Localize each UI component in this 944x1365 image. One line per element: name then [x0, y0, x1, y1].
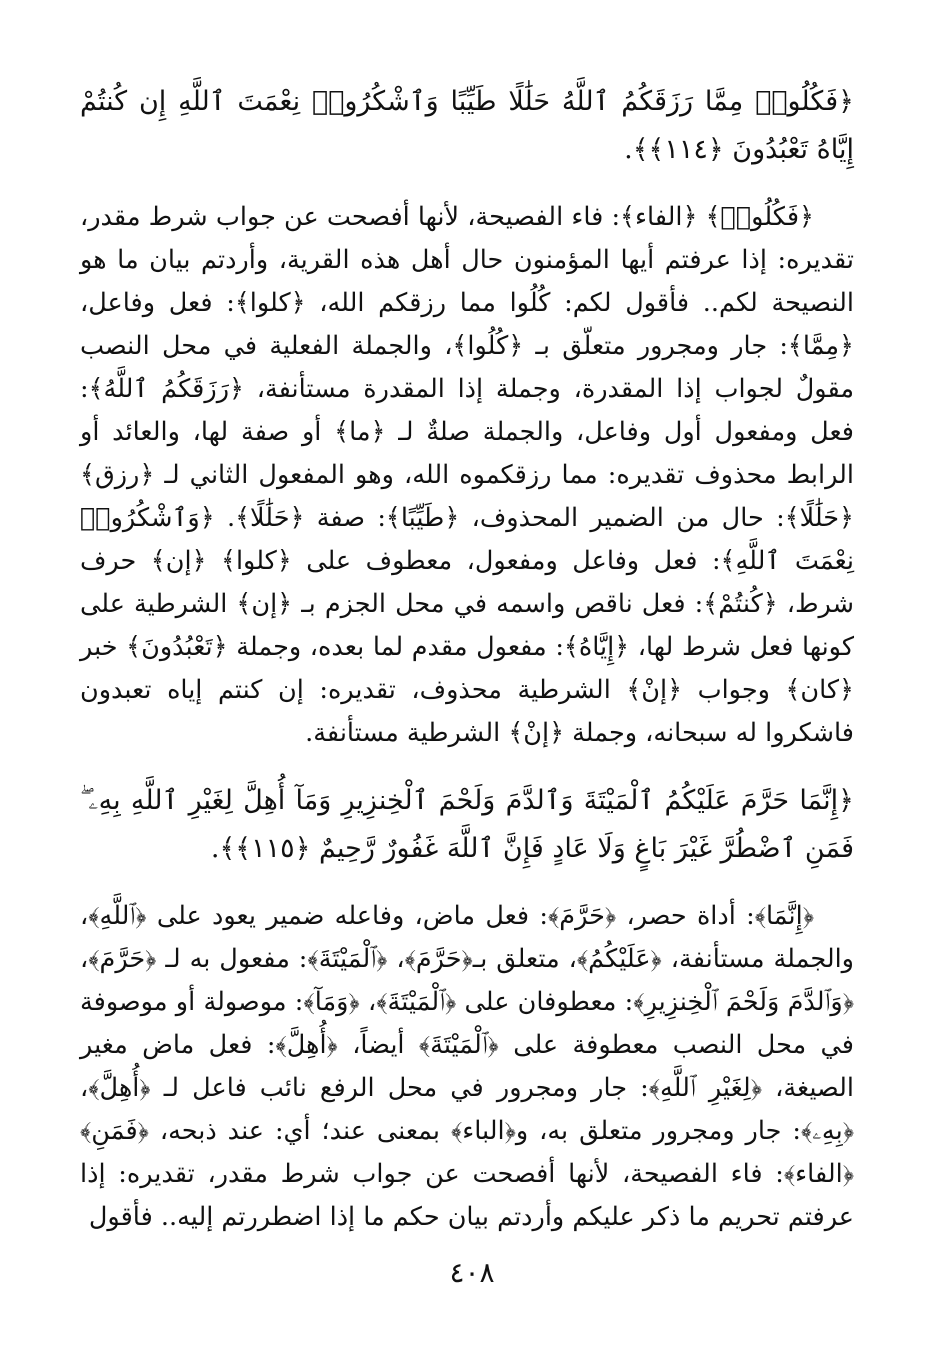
quran-verse-115: ﴿إِنَّمَا حَرَّمَ عَلَيْكُمُ ٱلْمَيْتَةَ وَٱلدَّمَ وَلَحْمَ ٱلْخِنزِيرِ وَمَآ أُهِلَّ لِغَيْرِ ٱللَّهِ بِهِۦ ۖ فَمَنِ ٱضْطُرَّ غَيْرَ بَاغٍ وَلَا عَادٍ فَإِنَّ ٱللَّهَ غَفُورٌ رَّحِيمٌ ﴿١١٥﴾﴾. [80, 785, 854, 864]
commentary-paragraph-verse-114: ﴿فَكُلُوا۟﴾ ﴿الفاء﴾: فاء الفصيحة، لأنها أفصحت عن جواب شرط مقدر، تقديره: إذا عرفتم أيها المؤمنون حال أهل هذه القرية، وأردتم بيان ما هو النصيحة لكم.. فأقول لكم: كُلُوا مما رزقكم الله، ﴿كلوا﴾: فعل وفاعل، ﴿مِمَّا﴾: جار ومجرور متعلّق بـ ﴿كُلُوا﴾، والجملة الفعلية في محل النصب مقولٌ لجواب إذا المقدرة، وجملة إذا المقدرة مستأنفة، ﴿رَزَقَكُمُ ٱللَّهُ﴾: فعل ومفعول أول وفاعل، والجملة صلةٌ لـ ﴿ما﴾ أو صفة لها، والعائد أو الرابط محذوف تقديره: مما رزقكموه الله، وهو المفعول الثاني لـ ﴿رزق﴾ ﴿حَلَٰلًا﴾: حال من الضمير المحذوف، ﴿طَيِّبًا﴾: صفة ﴿حَلَٰلًا﴾. ﴿وَٱشْكُرُوا۟ نِعْمَتَ ٱللَّهِ﴾: فعل وفاعل ومفعول، معطوف على ﴿كلوا﴾ ﴿إن﴾ حرف شرط، ﴿كُنتُمْ﴾: فعل ناقص واسمه في محل الجزم بـ ﴿إن﴾ الشرطية على كونها فعل شرط لها، ﴿إِيَّاهُ﴾: مفعول مقدم لما بعده، وجملة ﴿تَعْبُدُونَ﴾ خبر ﴿كان﴾ وجواب ﴿إنْ﴾ الشرطية محذوف، تقديره: إن كنتم إياه تعبدون فاشكروا له سبحانه، وجملة ﴿إنْ﴾ الشرطية مستأنفة. [80, 202, 854, 748]
page-body [80, 78, 854, 1261]
commentary-paragraph-verse-115: ﴿إِنَّمَا﴾: أداة حصر، ﴿حَرَّمَ﴾: فعل ماض، وفاعله ضمير يعود على ﴿ٱللَّهِ﴾، والجملة مستأنفة، ﴿عَلَيْكُمُ﴾، متعلق بـ﴿حَرَّمَ﴾، ﴿ٱلْمَيْتَةَ﴾: مفعول به لـ ﴿حَرَّمَ﴾، ﴿وَٱلدَّمَ وَلَحْمَ ٱلْخِنزِيرِ﴾: معطوفان على ﴿ٱلْمَيْتَةَ﴾، ﴿وَمَآ﴾: موصولة أو موصوفة في محل النصب معطوفة على ﴿ٱلْمَيْتَةَ﴾ أيضاً، ﴿أُهِلَّ﴾: فعل ماض مغير الصيغة، ﴿لِغَيْرِ ٱللَّهِ﴾: جار ومجرور في محل الرفع نائب فاعل لـ ﴿أُهِلَّ﴾، ﴿بِهِۦ﴾: جار ومجرور متعلق به، و﴿الباء﴾ بمعنى عند؛ أي: عند ذبحه، ﴿فَمَنِ﴾ ﴿الفاء﴾: فاء الفصيحة، لأنها أفصحت عن جواب شرط مقدر، تقديره: إذا عرفتم تحريم ما ذكر عليكم وأردتم بيان حكم ما إذا اضطررتم إليه.. فأقول [80, 901, 854, 1232]
quran-verse-114: ﴿فَكُلُوا۟ مِمَّا رَزَقَكُمُ ٱللَّهُ حَلَٰلًا طَيِّبًا وَٱشْكُرُوا۟ نِعْمَتَ ٱللَّهِ إِن كُنتُمْ إِيَّاهُ تَعْبُدُونَ ﴿١١٤﴾﴾. [80, 86, 854, 165]
page-number: ٤٠٨ [449, 1256, 495, 1289]
